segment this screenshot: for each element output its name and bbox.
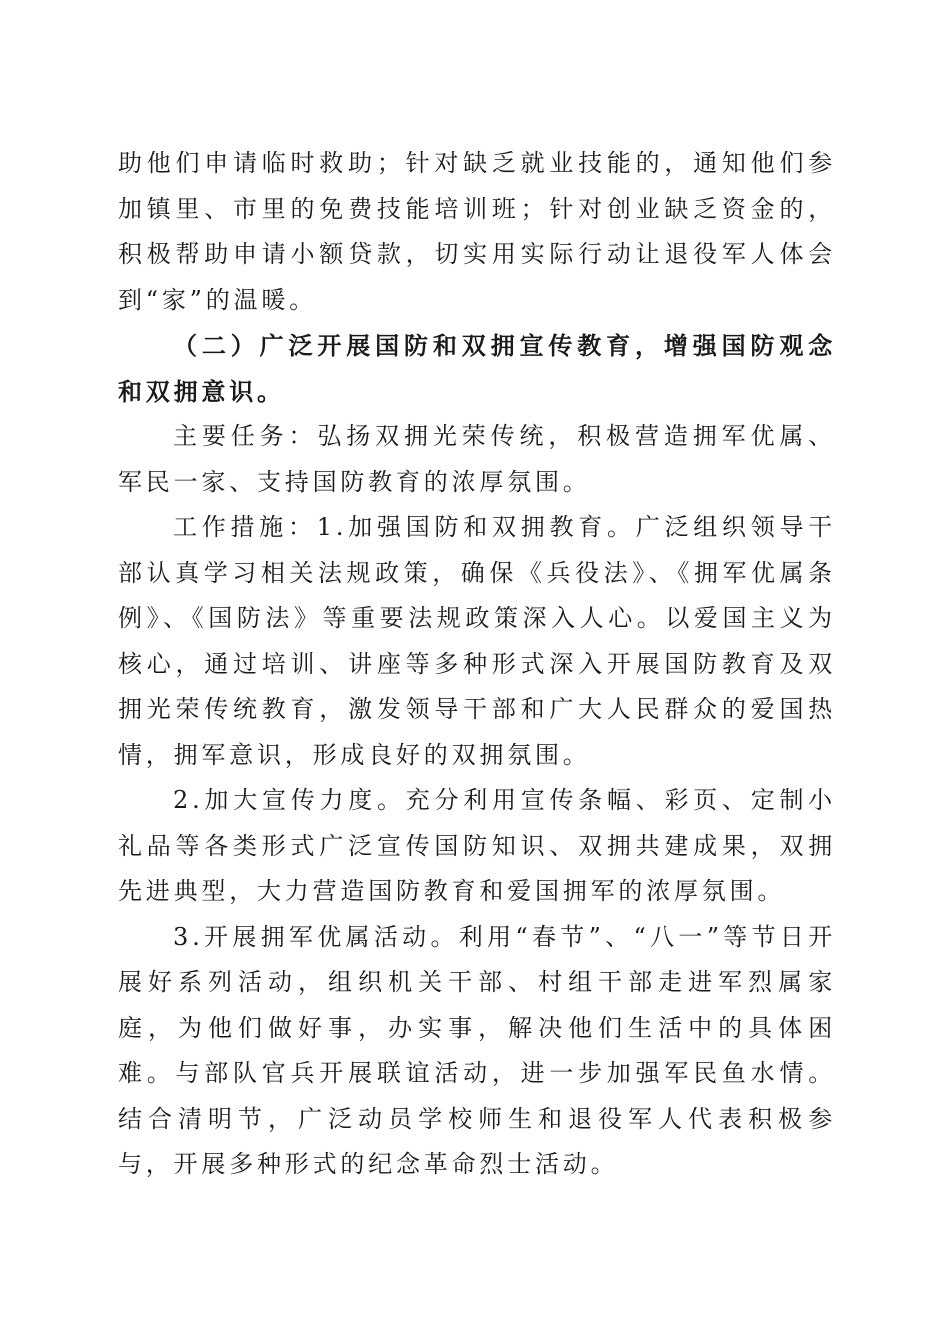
paragraph-measure-3: 3.开展拥军优属活动。利用“春节”、“八一”等节日开展好系列活动，组织机关干部、村组干部走进军烈属家庭，为他们做好事，办实事，解决他们生活中的具体困难。与部队官兵开展联谊活动，进一步加强军民鱼水情。结合清明节，广泛动员学校师生和退役军人代表积极参与，开展多种形式的纪念革命烈士活动。 [118, 922, 836, 1178]
document-body [118, 141, 836, 1188]
section-heading: （二）广泛开展国防和双拥宣传教育，增强国防观念和双拥意识。 [118, 331, 836, 406]
paragraph-measure-2: 2.加大宣传力度。充分利用宣传条幅、彩页、定制小礼品等各类形式广泛宣传国防知识、双拥共建成果，双拥先进典型，大力营造国防教育和爱国拥军的浓厚氛围。 [118, 786, 836, 905]
paragraph-main-task: 主要任务：弘扬双拥光荣传统，积极营造拥军优属、军民一家、支持国防教育的浓厚氛围。 [118, 422, 836, 496]
paragraph-measure-1: 工作措施：1.加强国防和双拥教育。广泛组织领导干部认真学习相关法规政策，确保《兵役法》、《拥军优属条例》、《国防法》等重要法规政策深入人心。以爱国主义为核心，通过培训、讲座等多种形式深入开展国防教育及双拥光荣传统教育，激发领导干部和广大人民群众的爱国热情，拥军意识，形成良好的双拥氛围。 [118, 513, 836, 769]
paragraph-continuation: 助他们申请临时救助；针对缺乏就业技能的，通知他们参加镇里、市里的免费技能培训班；针对创业缺乏资金的，积极帮助申请小额贷款，切实用实际行动让退役军人体会到“家”的温暖。 [118, 149, 836, 314]
